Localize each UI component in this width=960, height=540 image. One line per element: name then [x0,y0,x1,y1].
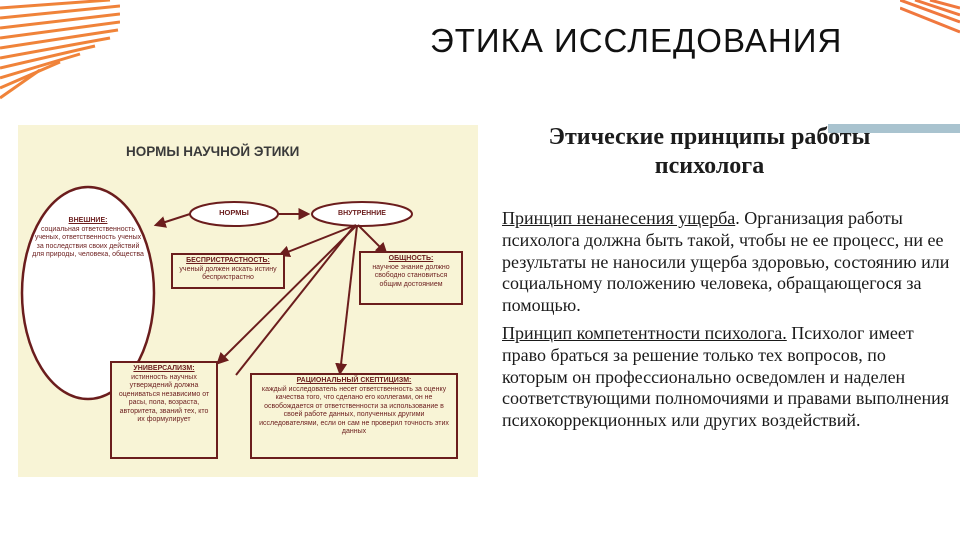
skepticism-box [250,373,458,459]
external-text: социальная ответственность ученых, ответственность ученых за последствия своих действий для природы, человека, общества [32,225,144,258]
impartiality-heading: БЕСПРИСТРАСТНОСТЬ: [186,257,270,264]
impartiality-box [171,253,285,289]
skepticism-heading: РАЦИОНАЛЬНЫЙ СКЕПТИЦИЗМ: [296,377,412,384]
principle-competence [502,323,952,432]
arrow-to-universalism [218,226,356,363]
corner-stripes-right [900,0,960,40]
arrow-to-commonality [358,225,386,253]
principle-no-harm-text: . Организация работы психолога должна быть такой, чтобы не ее процесс, ни ее результаты не наносили ущерба здоровью, состоянию или социальному положению человека, обращающегося за помощью. [502,208,950,316]
arrow-to-skepticism [340,226,357,373]
universalism-text: истинность научных утверждений должна оцениваться независимо от расы, пола, возраста, авторитета, званий тех, кто их формулирует [118,373,210,423]
arrow-to-impartiality [280,225,356,255]
panel-body [502,208,952,438]
external-heading: ВНЕШНИЕ: [68,217,108,224]
principle-competence-text: Психолог имеет право браться за решение только тех вопросов, по которым он профессионально осведомлен и наделен соответствующими полномочиями и правами выполнения психокоррекционных или других воздействий. [502,322,950,431]
arrow-norms-to-external [156,214,190,225]
skepticism-text: каждый исследователь несет ответственность за оценку качества того, что сделано его коллегами, он не освобождается от ответственности за использование в своей работе данных, полученных другими исследователями, если он сам не проверил точность этих данных [259,385,449,435]
universalism-box [110,361,218,459]
slide-title: ЭТИКА ИССЛЕДОВАНИЯ [430,22,843,59]
corner-stripes-left [0,0,120,110]
panel-heading-line2: психолога [654,153,765,179]
universalism-heading: УНИВЕРСАЛИЗМ: [133,365,195,372]
external-node [32,217,144,260]
commonality-box [359,251,463,305]
norms-diagram [18,125,478,477]
diagram-title: НОРМЫ НАУЧНОЙ ЭТИКИ [126,144,300,159]
principle-no-harm-title: Принцип ненанесения ущерба [502,208,736,228]
principle-no-harm [502,208,952,317]
norms-label: НОРМЫ [219,208,249,217]
impartiality-text: ученый должен искать истину беспристрастно [179,265,277,281]
principle-competence-title: Принцип компетентности психолога. [502,322,787,343]
commonality-text: научное знание должно свободно становиться общим достоянием [372,263,450,288]
panel-heading-line1: Этические принципы работы [548,124,871,150]
commonality-heading: ОБЩНОСТЬ: [388,255,434,262]
panel-heading [497,123,922,181]
internal-label: ВНУТРЕННИЕ [338,210,386,217]
